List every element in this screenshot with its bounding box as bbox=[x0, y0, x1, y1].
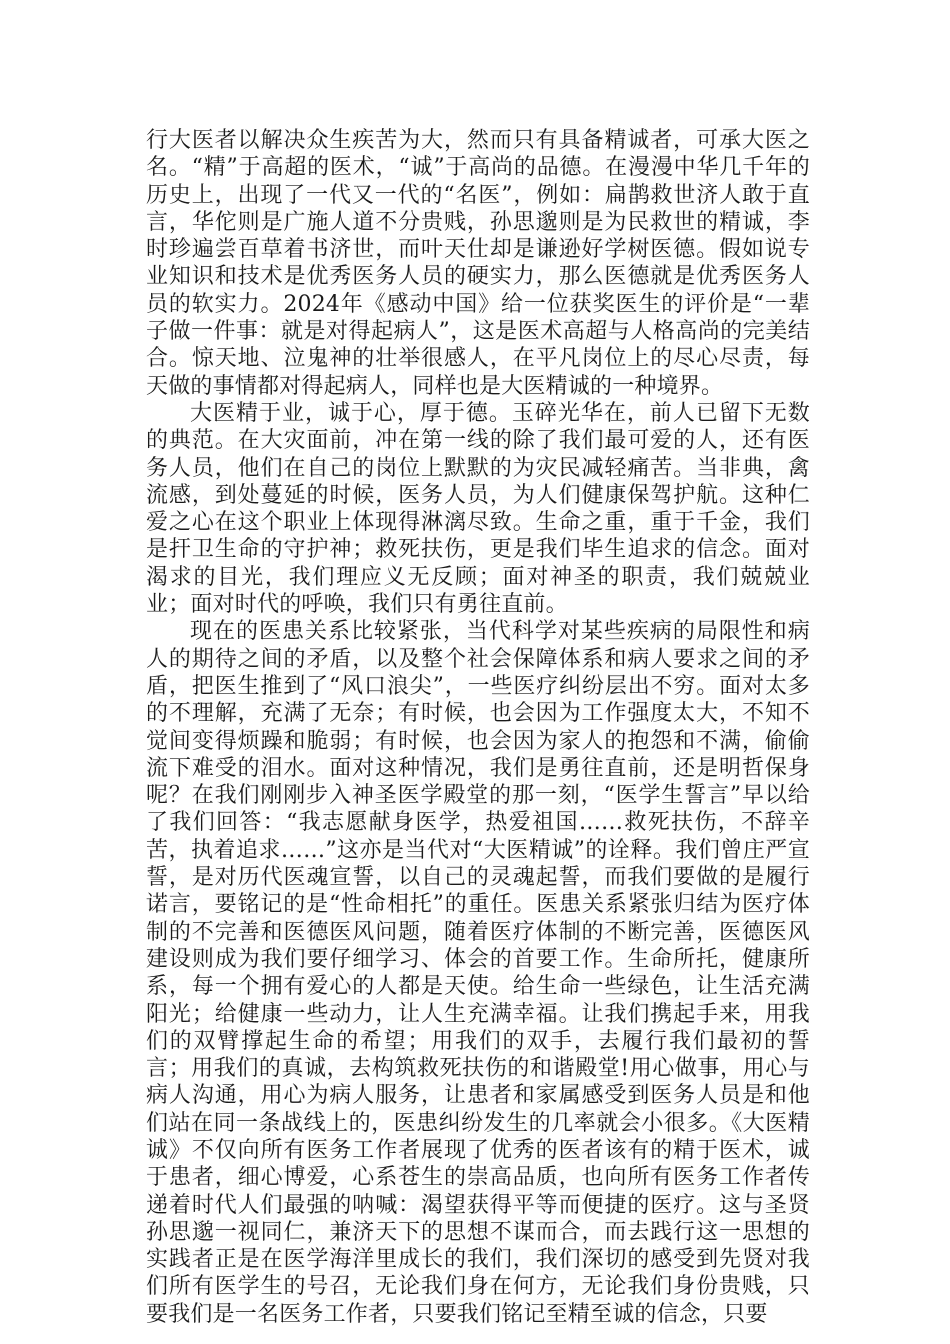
document-body bbox=[146, 127, 810, 1328]
paragraph-3: 现在的医患关系比较紧张，当代科学对某些疾病的局限性和病人的期待之间的矛盾，以及整个社会保障体系和病人要求之间的矛盾，把医生推到了“风口浪尖”，一些医疗纠纷层出不穷。面对太多的不理解，充满了无奈；有时候，也会因为工作强度太大，不知不觉间变得烦躁和脆弱；有时候，也会因为家人的抱怨和不满，偷偷流下难受的泪水。面对这种情况，我们是勇往直前，还是明哲保身呢？在我们刚刚步入神圣医学殿堂的那一刻，“医学生誓言”早以给了我们回答：“我志愿献身医学，热爱祖国……救死扶伤，不辞辛苦，执着追求……”这亦是当代对“大医精诚”的诠释。我们曾庄严宣誓，是对历代医魂宣誓，以自己的灵魂起誓，而我们要做的是履行诺言，要铭记的是“性命相托”的重任。医患关系紧张归结为医疗体制的不完善和医德医风问题，随着医疗体制的不断完善，医德医风建设则成为我们要仔细学习、体会的首要工作。生命所托，健康所系，每一个拥有爱心的人都是天使。给生命一些绿色，让生活充满阳光；给健康一些动力，让人生充满幸福。让我们携起手来，用我们的双臂撑起生命的希望；用我们的双手，去履行我们最初的誓言；用我们的真诚，去构筑救死扶伤的和谐殿堂!用心做事，用心与病人沟通，用心为病人服务，让患者和家属感受到医务人员是和他们站在同一条战线上的，医患纠纷发生的几率就会小很多。《大医精诚》不仅向所有医务工作者展现了优秀的医者该有的精于医术，诚于患者，细心博爱，心系苍生的崇高品质，也向所有医务工作者传递着时代人们最强的呐喊：渴望获得平等而便捷的医疗。这与圣贤孙思邈一视同仁，兼济天下的思想不谋而合，而去践行这一思想的实践者正是在医学海洋里成长的我们，我们深切的感受到先贤对我们所有医学生的号召，无论我们身在何方，无论我们身份贵贱，只要我们是一名医务工作者，只要我们铭记至精至诚的信念，只要 bbox=[146, 619, 810, 1327]
paragraph-2: 大医精于业，诚于心，厚于德。玉碎光华在，前人已留下无数的典范。在大灾面前，冲在第一线的除了我们最可爱的人，还有医务人员，他们在自己的岗位上默默的为灾民减轻痛苦。当非典，禽流感，到处蔓延的时候，医务人员，为人们健康保驾护航。这种仁爱之心在这个职业上体现得淋漓尽致。生命之重，重于千金，我们是扞卫生命的守护神；救死扶伤，更是我们毕生追求的信念。面对渴求的目光，我们理应义无反顾；面对神圣的职责，我们兢兢业业；面对时代的呼唤，我们只有勇往直前。 bbox=[146, 400, 810, 618]
paragraph-1: 行大医者以解决众生疾苦为大，然而只有具备精诚者，可承大医之名。“精”于高超的医术，“诚”于高尚的品德。在漫漫中华几千年的历史上，出现了一代又一代的“名医”，例如：扁鹊救世济人敢于直言，华佗则是广施人道不分贵贱，孙思邈则是为民救世的精诚，李时珍遍尝百草着书济世，而叶天仕却是谦逊好学树医德。假如说专业知识和技术是优秀医务人员的硬实力，那么医德就是优秀医务人员的软实力。2024年《感动中国》给一位获奖医生的评价是“一辈子做一件事：就是对得起病人”，这是医术高超与人格高尚的完美结合。惊天地、泣鬼神的壮举很感人，在平凡岗位上的尽心尽责，每天做的事情都对得起病人，同样也是大医精诚的一种境界。 bbox=[146, 128, 810, 399]
